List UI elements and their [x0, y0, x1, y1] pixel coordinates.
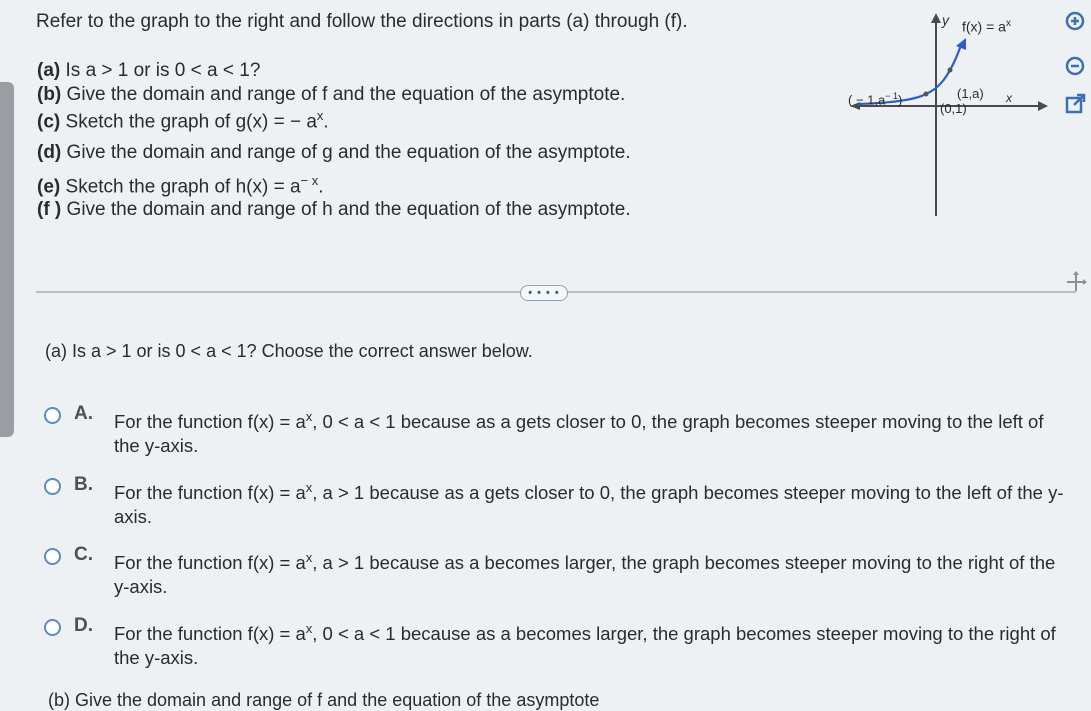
- point-label-01: (0,1): [940, 101, 967, 116]
- radio-c[interactable]: [44, 548, 61, 565]
- part-b-prompt: (b) Give the domain and range of f and the equation of the asymptote: [48, 690, 600, 710]
- option-d[interactable]: D. For the function $f(x) = a^x$, 0 < a < 1 because as a becomes larger, the graph becomes steeper moving to the right of the y-axis.: [44, 615, 1074, 665]
- more-button[interactable]: • • • •: [520, 285, 568, 301]
- zoom-in-icon[interactable]: [1064, 10, 1088, 34]
- point-1-a: [948, 68, 953, 73]
- option-b[interactable]: B. For the function $f(x) = a^x$, a > 1 because as a gets closer to 0, the graph becomes steeper moving to the left of the y-axis.: [44, 474, 1074, 524]
- function-label: $f(x) = a^x$: [962, 18, 1011, 35]
- part-b-text: (b) Give the domain and range of f and the equation of the asymptote.: [37, 84, 626, 105]
- part-e-text: (e) Sketch the graph of $h(x) = a^{- x}$.: [37, 173, 324, 198]
- option-a[interactable]: A. For the function $f(x) = a^x$, 0 < a < 1 because as a gets closer to 0, the graph becomes steeper moving to the left of the y-axis.: [44, 403, 1074, 453]
- option-a-text: For the function $f(x) = a^x$, 0 < a < 1 because as a gets closer to 0, the graph becomes steeper moving to the left of the y-axis.: [114, 409, 1044, 457]
- point-label-neg1: ( − $1,a^{- 1}$): [848, 91, 903, 108]
- part-a-text: (a) Is a > 1 or is 0 < a < 1?: [37, 60, 261, 81]
- point-label-1a: (1,a): [957, 86, 984, 101]
- part-f-text: (f ) Give the domain and range of h and the equation of the asymptote.: [37, 199, 631, 220]
- part-c-text: (c) Sketch the graph of g(x) = − $a^x$.: [37, 108, 329, 133]
- y-axis-label: y: [942, 12, 949, 28]
- radio-a[interactable]: [44, 407, 61, 424]
- option-d-text: For the function $f(x) = a^x$, 0 < a < 1 because as a becomes larger, the graph becomes steeper moving to the right of the y-axis.: [114, 621, 1056, 669]
- open-external-icon[interactable]: [1064, 92, 1088, 116]
- option-c-text: For the function $f(x) = a^x$, a > 1 because as a becomes larger, the graph becomes steeper moving to the right of the y-axis.: [114, 550, 1056, 598]
- radio-d[interactable]: [44, 619, 61, 636]
- option-b-text: For the function $f(x) = a^x$, a > 1 because as a gets closer to 0, the graph becomes steeper moving to the left of the y-axis.: [114, 480, 1064, 528]
- point-0-1: [924, 92, 929, 97]
- x-axis-label: x: [1006, 91, 1012, 105]
- radio-b[interactable]: [44, 478, 61, 495]
- part-d-text: (d) Give the domain and range of g and the equation of the asymptote.: [37, 142, 631, 163]
- option-c[interactable]: C. For the function $f(x) = a^x$, a > 1 because as a becomes larger, the graph becomes steeper moving to the right of the y-axis.: [44, 544, 1074, 594]
- question-intro: Refer to the graph to the right and follow the directions in parts (a) through (f).: [36, 11, 688, 32]
- scroll-handle[interactable]: [0, 82, 14, 437]
- exponential-graph: [830, 8, 1055, 223]
- x-axis-arrow: [1038, 101, 1048, 111]
- y-axis-arrow: [931, 13, 941, 23]
- zoom-out-icon[interactable]: [1064, 55, 1088, 79]
- part-a-prompt: (a) Is a > 1 or is 0 < a < 1? Choose the correct answer below.: [45, 341, 533, 361]
